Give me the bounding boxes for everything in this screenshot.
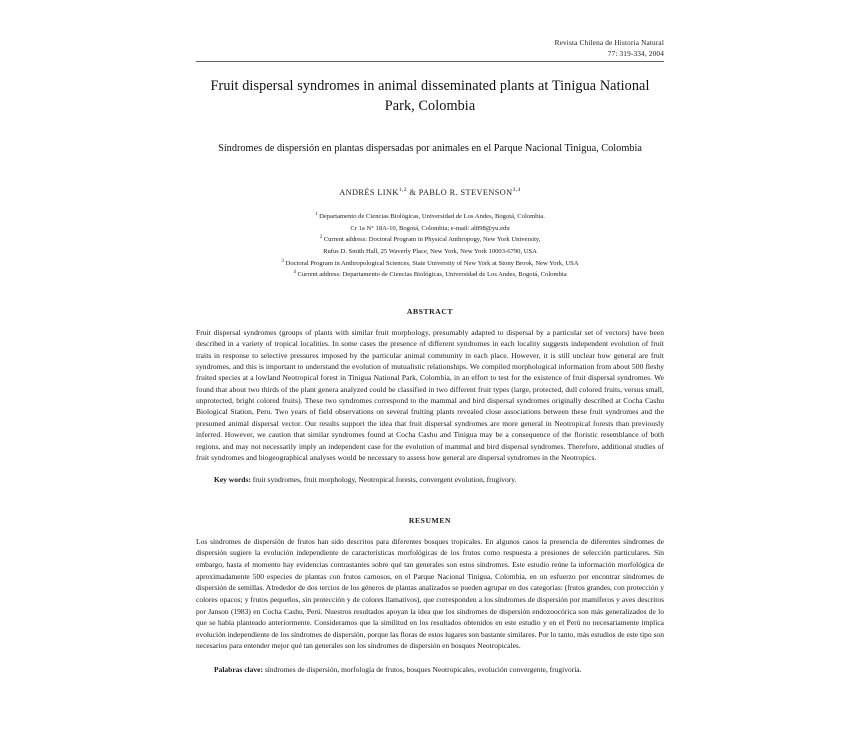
affiliation-text: Current address: Doctoral Program in Physical Anthropogy, New York University,	[322, 236, 541, 244]
affiliation-text: Doctoral Program in Anthropological Sciences, State University of New York at Stony Brook, New York, USA	[283, 259, 579, 267]
affiliation-marker: 4	[293, 270, 296, 276]
affiliation-line	[196, 223, 664, 235]
keywords-line	[196, 474, 664, 485]
palabras-clave-line	[196, 664, 664, 676]
article-sheet	[196, 38, 664, 676]
affiliation-line	[196, 258, 664, 270]
affiliation-line	[196, 269, 664, 281]
journal-citation: 77: 319-334, 2004	[607, 48, 664, 58]
affiliation-marker: 2	[319, 235, 323, 241]
affiliation-line	[196, 234, 664, 246]
resumen-heading: RESUMEN	[408, 515, 452, 525]
author-one-affiliation-marker: 1,2	[398, 187, 407, 194]
palabras-clave-text: síndromes de dispersión, morfología de frutos, bosques Neotropicales, evolución convergente, frugivoría.	[262, 665, 582, 675]
page-title: Fruit dispersal syndromes in animal disseminated plants at Tinigua National Park, Colombia	[210, 78, 650, 115]
author-list	[196, 187, 664, 197]
affiliation-block	[196, 211, 664, 281]
affiliation-text: Cr 1a N° 18A-10, Bogotá, Colombia; e-mail: al898@yu.edu	[350, 224, 510, 232]
abstract-heading: ABSTRACT	[406, 306, 454, 316]
author-two-affiliation-marker: 3,4	[512, 187, 521, 194]
journal-header	[196, 38, 664, 62]
affiliation-text: Current address: Departamento de Ciencias Biológicas, Universidad de Los Andes, Bogotá, Colombia	[295, 271, 567, 279]
author-two: & PABLO R. STEVENSON	[406, 188, 513, 198]
affiliation-text: Rufus D. Smith Hall, 25 Waverly Place, New York, New York 10003-6790, USA	[323, 248, 537, 256]
affiliation-marker: 1	[315, 212, 318, 218]
abstract-text: Fruit dispersal syndromes (groups of plants with similar fruit morphology, presumably adapted to dispersal by a particular set of vectors) have been described in a variety of tropical localities. In some cases the presence of different syndromes in each locality suggests independent evolution of fruit traits in response to selective pressures imposed by the particular animal community in each place. However, it is still unclear how general are fruit syndromes, and this is important to understand the evolution of mutualistic relationships. We compiled morphological information from about 500 fleshy fruited species at a lowland Neotropical forest in Tinigua National Park, Colombia, in an effort to test for the existence of fruit dispersal syndromes. We found that about two thirds of the plant genera analyzed could be classified in two different fruit types (large, protected, dull colored fruits, versus small, unprotected, bright colored fruits). These two syndromes correspond to the mammal and bird dispersal syndromes originally described at Cocha Cashu Biological Station, Peru. Two years of field observations on several fruiting plants revealed close associations between these fruit syndromes and the presumed animal dispersal vector. Our results support the idea that fruit dispersal syndromes are more general in Neotropical forests than previously inferred. However, we caution that similar syndromes found at Cocha Cashu and Tinigua may be a consequence of the floristic resemblance of both regions, and may not necessarily imply an independent case for the evolution of mammal and bird dispersal syndromes. Therefore, additional studies of fruit syndromes and biogeographical analyses would be necessary to assess how general are dispersal syndromes in the Neotropics.	[196, 327, 664, 463]
author-one: ANDRÉS LINK	[339, 188, 399, 198]
journal-name: Revista Chilena de Historia Natural	[554, 38, 664, 47]
article-subtitle-spanish: Síndromes de dispersión en plantas dispersadas por animales en el Parque Nacional Tinigua, Colombia	[218, 143, 642, 155]
resumen-text: Los síndromes de dispersión de frutos han sido descritos para diferentes bosques tropicales. En algunos casos la presencia de diferentes síndromes de dispersión sugiere la evolución independiente de características morfológicas de los frutos como respuesta a presiones de selección particulares. Sin embargo, hasta el momento hay evidencias contrastantes sobre qué tan generales son estos síndromes. Este estudio reúne la información morfológica de aproximadamente 500 especies de plantas con frutos carnosos, en el Parque Nacional Tinigua, Colombia, en un esfuerzo por encontrar síndromes de dispersión de semillas. Alrededor de dos tercios de los géneros de plantas analizados se pueden agrupar en dos categorías: (frutos grandes, con protección y colores opacos; y frutos pequeños, sin protección y de colores llamativos), que corresponden a los síndromes de dispersión por mamíferos y aves descritos por Janson (1983) en Cocha Cashu, Perú. Nuestros resultados apoyan la idea que los síndromes de dispersión endozoocórica son más generalizados de lo que se había planteado anteriormente. Consideramos que la similitud en los resultados obtenidos en este estudio y en el Perú no necesariamente implica evolución independiente de los síndromes de dispersión, porque las floras de estos lugares son bastante similares. Por lo tanto, más estudios de este tipo son necesarios para entender mejor qué tan generales son los síndromes de dispersión en bosques Neotropicales.	[196, 536, 664, 651]
keywords-text: fruit syndromes, fruit morphology, Neotropical forests, convergent evolution, frugivory.	[250, 475, 517, 485]
affiliation-line	[196, 211, 664, 223]
keywords-label: Key words:	[214, 475, 251, 485]
palabras-clave-label: Palabras clave:	[214, 665, 263, 675]
affiliation-line	[196, 246, 664, 258]
affiliation-marker: 3	[281, 258, 284, 264]
affiliation-text: Departamento de Ciencias Biológicas, Universidad de Los Andes, Bogotá, Colombia.	[317, 213, 545, 221]
